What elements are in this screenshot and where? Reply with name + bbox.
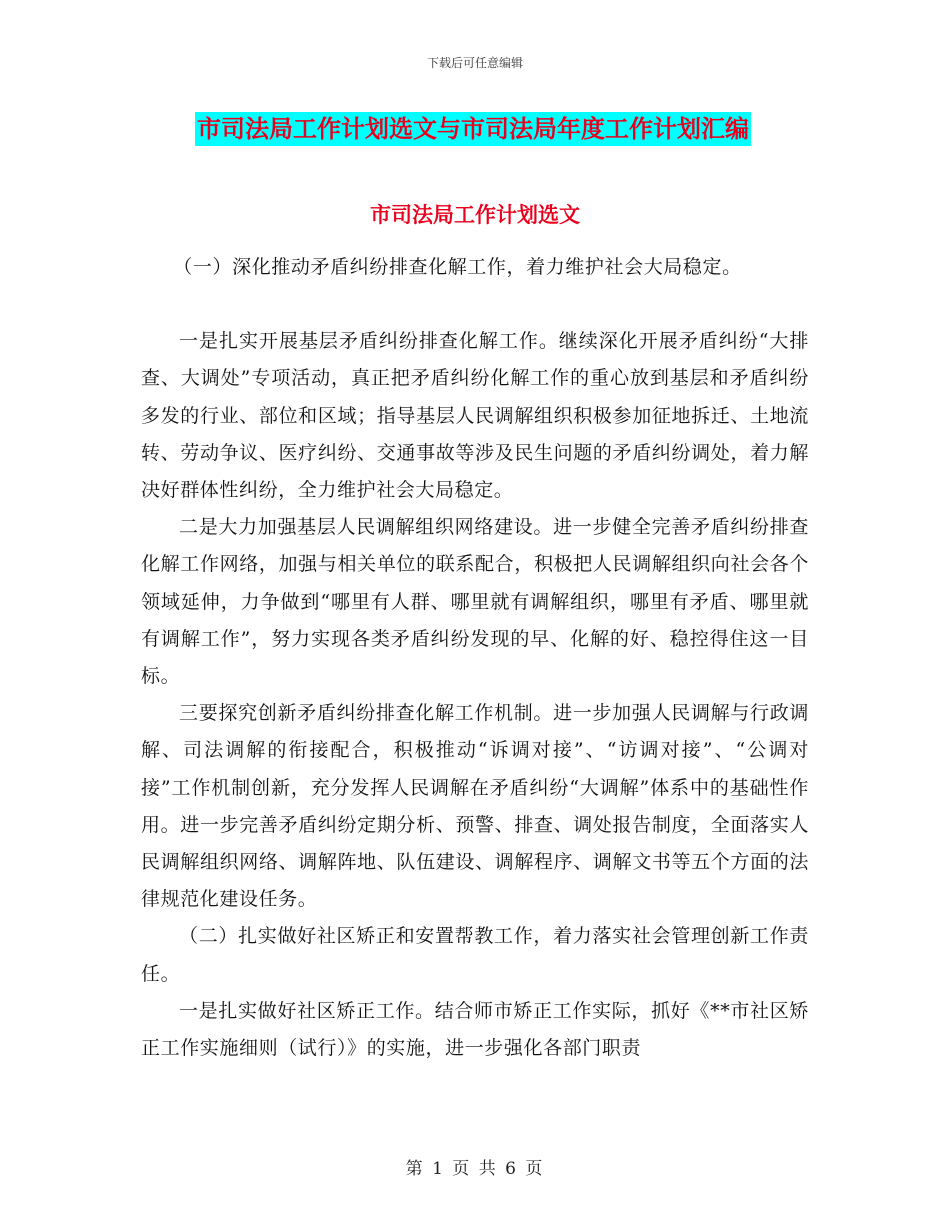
paragraph: 一是扎实做好社区矫正工作。结合师市矫正工作实际，抓好《**市社区矫正工作实施细则（试行）》的实施，进一步强化各部门职责 <box>141 999 809 1060</box>
document-main-title: 市司法局工作计划选文与市司法局年度工作计划汇编 <box>195 112 751 146</box>
page-header-note: 下载后可任意编辑 <box>426 56 523 70</box>
paragraph: 三要探究创新矛盾纠纷排查化解工作机制。进一步加强人民调解与行政调解、司法调解的衔接配合，积极推动“诉调对接”、“访调对接”、“公调对接”工作机制创新，充分发挥人民调解在矛盾纠纷“大调解”体系中的基础性作用。进一步完善矛盾纠纷定期分析、预警、排查、调处报告制度，全面落实人民调解组织网络、调解阵地、队伍建设、调解程序、调解文书等五个方面的法律规范化建设任务。 <box>141 702 809 911</box>
section-title: 市司法局工作计划选文 <box>370 202 580 227</box>
document-body <box>141 249 809 1067</box>
page-number-footer: 第 1 页 共 6 页 <box>405 1159 545 1179</box>
paragraph: 二是大力加强基层人民调解组织网络建设。进一步健全完善矛盾纠纷排查化解工作网络，加强与相关单位的联系配合，积极把人民调解组织向社会各个领域延伸，力争做到“哪里有人群、哪里就有调解组织，哪里有矛盾、哪里就有调解工作”，努力实现各类矛盾纠纷发现的早、化解的好、稳控得住这一目标。 <box>141 516 809 688</box>
paragraph: 一是扎实开展基层矛盾纠纷排查化解工作。继续深化开展矛盾纠纷“大排查、大调处”专项活动，真正把矛盾纠纷化解工作的重心放到基层和矛盾纠纷多发的行业、部位和区域；指导基层人民调解组织积极参加征地拆迁、土地流转、劳动争议、医疗纠纷、交通事故等涉及民生问题的矛盾纠纷调处，着力解决好群体性纠纷，全力维护社会大局稳定。 <box>141 330 809 502</box>
paragraph-heading-1: （一）深化推动矛盾纠纷排查化解工作，着力维护社会大局稳定。 <box>173 256 742 278</box>
paragraph-heading-2: （二）扎实做好社区矫正和安置帮教工作，着力落实社会管理创新工作责任。 <box>141 925 809 985</box>
